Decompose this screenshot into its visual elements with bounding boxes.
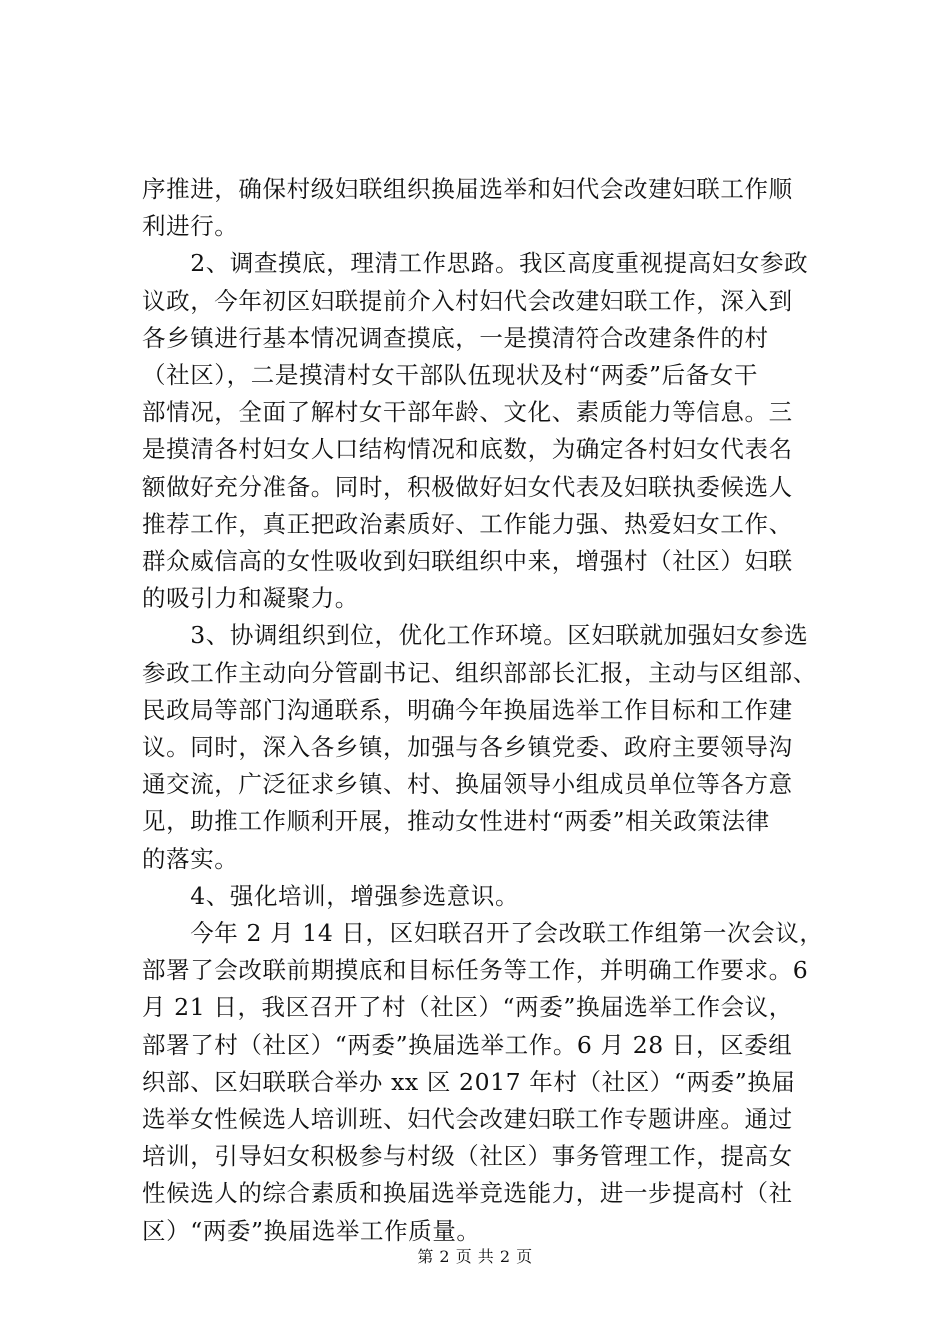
page-number-footer: 第 2 页 共 2 页 [417,1247,533,1266]
text-line: 织部、区妇联联合举办 xx 区 2017 年村（社区）“两委”换届 [142,1067,796,1096]
text-line: 培训，引导妇女积极参与村级（社区）事务管理工作，提高女 [142,1142,793,1171]
text-line: 参政工作主动向分管副书记、组织部部长汇报，主动与区组部、 [142,658,817,687]
text-line: 月 21 日，我区召开了村（社区）“两委”换届选举工作会议， [142,993,793,1022]
text-line: 今年 2 月 14 日，区妇联召开了会改联工作组第一次会议， [142,919,824,948]
text-line: 的吸引力和凝聚力。 [142,584,359,613]
text-line: 议。同时，深入各乡镇，加强与各乡镇党委、政府主要领导沟 [142,733,793,762]
text-line: 部署了村（社区）“两委”换届选举工作。6 月 28 日，区委组 [142,1030,793,1059]
text-line: 是摸清各村妇女人口结构情况和底数，为确定各村妇女代表名 [142,435,793,464]
text-line: 序推进，确保村级妇联组织换届选举和妇代会改建妇联工作顺 [142,175,793,203]
text-line: 选举女性候选人培训班、妇代会改建妇联工作专题讲座。通过 [142,1105,793,1134]
text-line: 部署了会改联前期摸底和目标任务等工作，并明确工作要求。6 [142,956,809,985]
text-line: 利进行。 [142,212,239,241]
text-line: 性候选人的综合素质和换届选举竞选能力，进一步提高村（社 [142,1179,793,1208]
text-line: 额做好充分准备。同时，积极做好妇女代表及妇联执委候选人 [142,472,793,501]
text-line: 2、调查摸底，理清工作思路。我区高度重视提高妇女参政 [142,249,809,278]
text-line: 见，助推工作顺利开展，推动女性进村“两委”相关政策法律 [142,807,770,836]
text-line: 群众威信高的女性吸收到妇联组织中来，增强村（社区）妇联 [142,547,793,576]
text-line: （社区），二是摸清村女干部队伍现状及村“两委”后备女干 [142,361,758,390]
text-line: 通交流，广泛征求乡镇、村、换届领导小组成员单位等各方意 [142,770,793,799]
text-line: 部情况，全面了解村女干部年龄、文化、素质能力等信息。三 [142,398,793,427]
text-line: 民政局等部门沟通联系，明确今年换届选举工作目标和工作建 [142,695,793,724]
text-line: 议政，今年初区妇联提前介入村妇代会改建妇联工作，深入到 [142,286,793,315]
text-line: 各乡镇进行基本情况调查摸底，一是摸清符合改建条件的村 [142,323,769,352]
text-line: 3、协调组织到位，优化工作环境。区妇联就加强妇女参选 [142,621,809,650]
text-line: 的落实。 [142,844,239,873]
text-line: 区）“两委”换届选举工作质量。 [142,1216,481,1245]
text-line: 4、强化培训，增强参选意识。 [142,881,520,910]
text-line: 推荐工作，真正把政治素质好、工作能力强、热爱妇女工作、 [142,509,793,538]
document-body [142,171,824,1250]
